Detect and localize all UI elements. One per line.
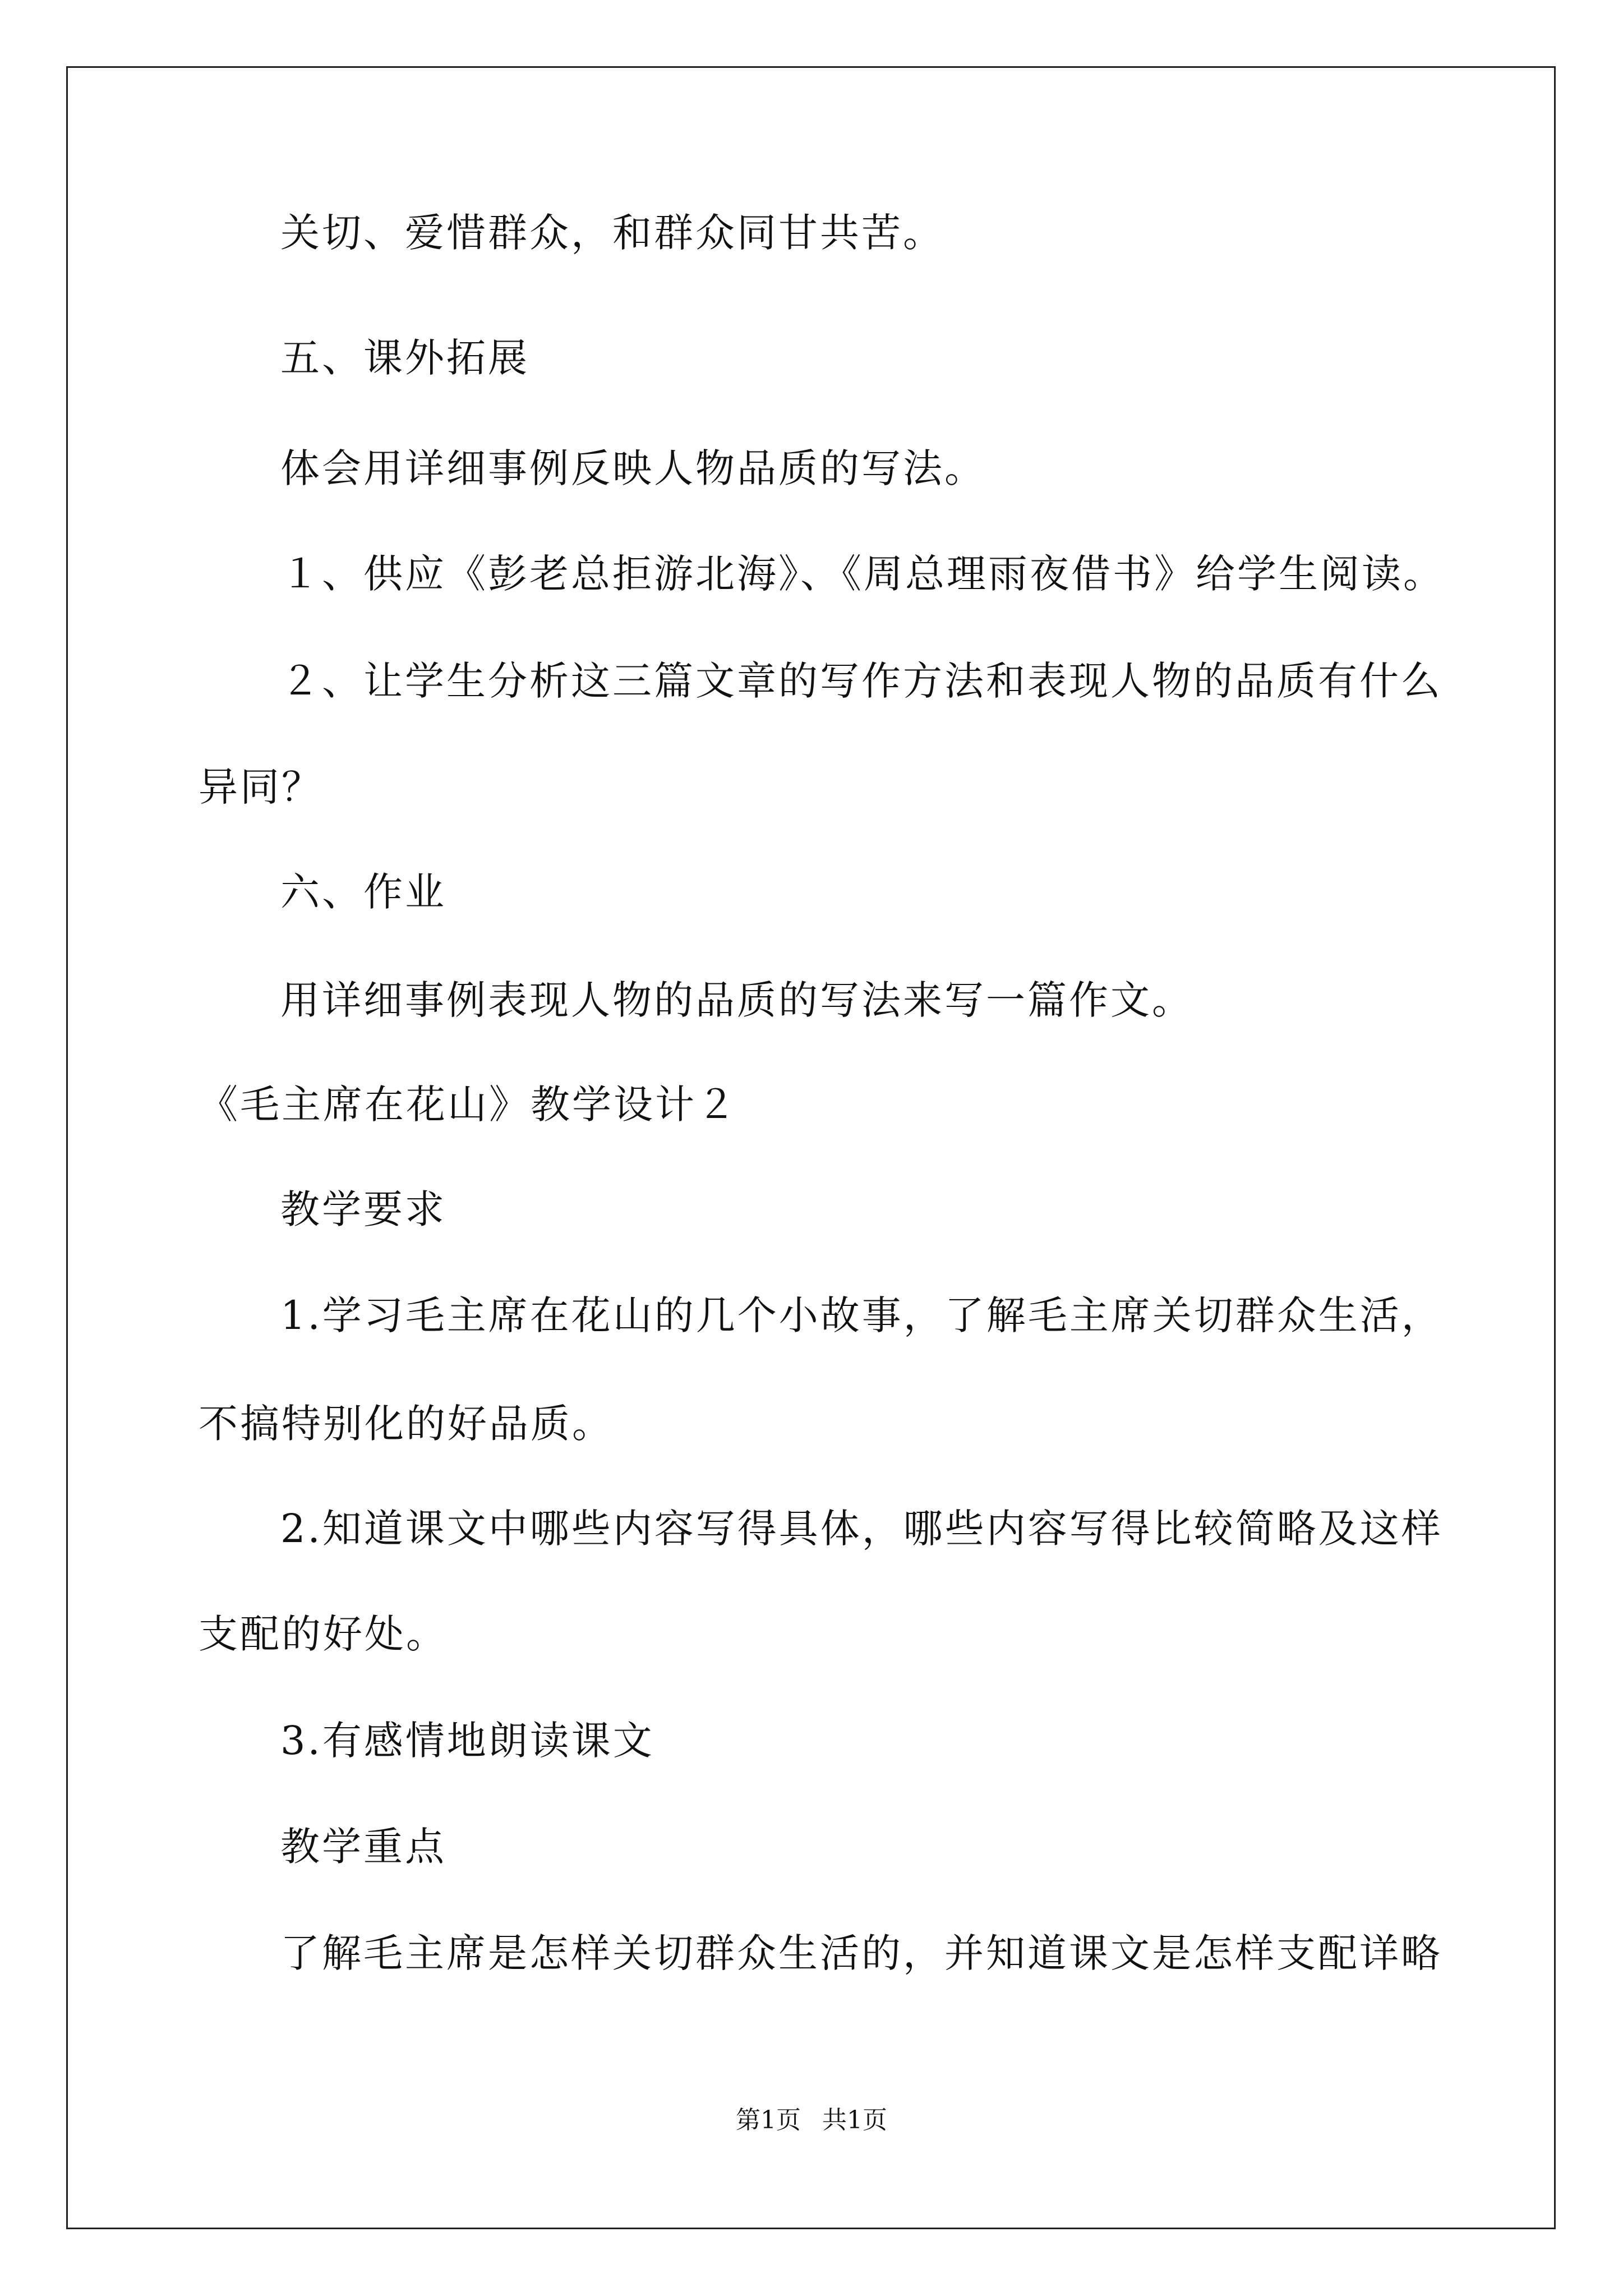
list-item: 3.有感情地朗读课文	[280, 1718, 654, 1764]
body-line: 体会用详细事例反映人物品质的写法。	[280, 445, 986, 491]
document-title: 《毛主席在花山》教学设计２	[199, 1082, 738, 1128]
body-line: 关切、爱惜群众，和群众同甘共苦。	[280, 210, 944, 256]
list-item: 2.知道课文中哪些内容写得具体，哪些内容写得比较简略及这样	[280, 1506, 1443, 1552]
list-item: 1.学习毛主席在花山的几个小故事，了解毛主席关切群众生活，	[280, 1292, 1443, 1338]
section-heading: 五、课外拓展	[280, 335, 529, 381]
page-total: 共1页	[822, 2106, 887, 2134]
page-footer	[0, 2104, 1623, 2137]
body-line: 支配的好处。	[199, 1611, 448, 1657]
page-border	[66, 66, 1556, 2229]
body-line: 不搞特别化的好品质。	[199, 1401, 614, 1447]
page-number: 第1页	[736, 2106, 801, 2134]
list-item: １、供应《彭老总拒游北海》、《周总理雨夜借书》给学生阅读。	[280, 551, 1445, 597]
body-line: 了解毛主席是怎样关切群众生活的，并知道课文是怎样支配详略	[280, 1930, 1442, 1976]
section-heading: 教学重点	[280, 1824, 446, 1870]
section-heading: 教学要求	[280, 1186, 446, 1232]
body-line: 异同？	[199, 764, 323, 810]
section-heading: 六、作业	[280, 869, 446, 915]
body-line: 用详细事例表现人物的品质的写法来写一篇作文。	[280, 977, 1193, 1023]
list-item: ２、让学生分析这三篇文章的写作方法和表现人物的品质有什么	[280, 658, 1442, 704]
